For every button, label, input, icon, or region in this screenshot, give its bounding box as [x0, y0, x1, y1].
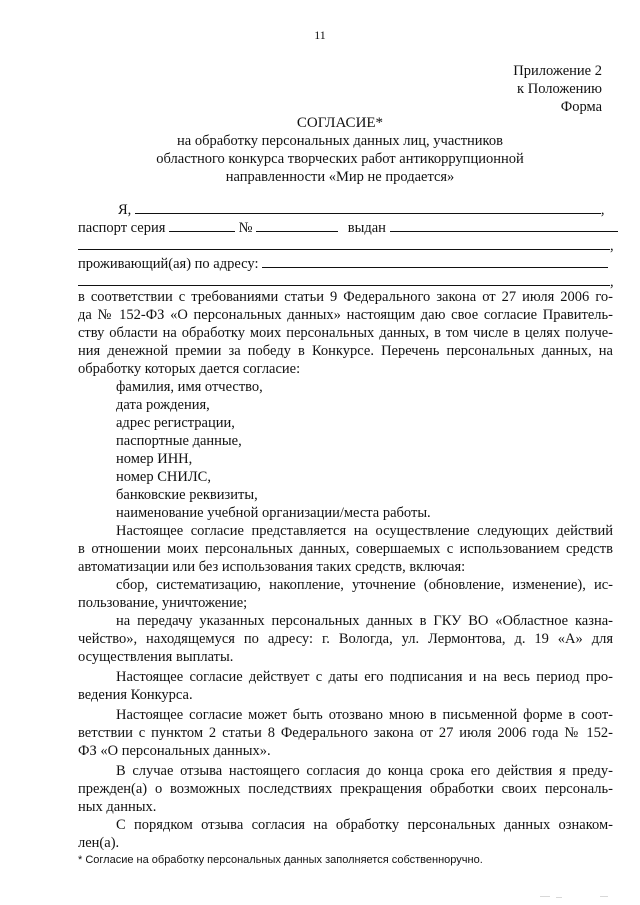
list-item: наименование учебной организации/места работы.	[116, 505, 431, 521]
familiar-line-1: С порядком отзыва согласия на обработку персональных данных ознаком-	[116, 817, 613, 833]
validity-line-1: Настоящее согласие действует с даты его подписания и на весь период про-	[116, 669, 613, 685]
list-item: паспортные данные,	[116, 433, 242, 449]
list-item: банковские реквизиты,	[116, 487, 258, 503]
body-line-5: обработку которых дается согласие:	[78, 361, 301, 377]
issued-label: выдан	[347, 220, 386, 236]
revoke-line-1: Настоящее согласие может быть отозвано мною в письменной форме в соот-	[116, 707, 613, 723]
name-label: Я,	[118, 202, 132, 218]
issued-continuation-line[interactable]	[78, 236, 610, 250]
body-line-3: ству области на обработку моих персональных данных, в том числе в целях получе-	[78, 325, 613, 341]
appendix-regulation: к Положению	[517, 81, 602, 97]
appendix-form: Форма	[560, 99, 602, 115]
body-line-2: да № 152-ФЗ «О персональных данных» настоящим даю свое согласие Правитель-	[78, 307, 613, 323]
passport-row	[78, 218, 618, 237]
transfer-line-1: на передачу указанных персональных данных в ГКУ ВО «Областное казна-	[116, 613, 613, 629]
title-line-1: на обработку персональных данных лиц, участников	[177, 133, 503, 149]
issued-input-line[interactable]	[390, 218, 618, 232]
passport-number-label: №	[238, 220, 253, 236]
revoke-line-3: ФЗ «О персональных данных».	[78, 743, 271, 759]
transfer-line-2: чейство», находящемуся по адресу: г. Вологда, ул. Лермонтова, д. 19 «А» для	[78, 631, 613, 647]
passport-number-input-line[interactable]	[256, 218, 338, 232]
actions-list-line-1: сбор, систематизацию, накопление, уточнение (обновление, изменение), ис-	[116, 577, 613, 593]
address-row	[78, 254, 608, 273]
page-number: 11	[314, 28, 326, 42]
footnote: * Согласие на обработку персональных данных заполняется собственноручно.	[78, 854, 483, 866]
consequences-line-1: В случае отзыва настоящего согласия до конца срока его действия я преду-	[116, 763, 613, 779]
passport-series-input-line[interactable]	[169, 218, 235, 232]
address-label: проживающий(ая) по адресу:	[78, 256, 259, 272]
scan-artifact	[556, 897, 562, 898]
address-continuation-row: ,	[78, 272, 614, 291]
list-item: фамилия, имя отчество,	[116, 379, 263, 395]
list-item: адрес регистрации,	[116, 415, 235, 431]
document-title: СОГЛАСИЕ*	[296, 115, 384, 131]
validity-line-2: ведения Конкурса.	[78, 687, 193, 703]
consequences-line-2: прежден(а) о возможных последствиях прекращения обработки своих персональ-	[78, 781, 613, 797]
consequences-line-3: ных данных.	[78, 799, 157, 815]
issued-continuation-row: ,	[78, 236, 614, 255]
name-field-row: Я, ,	[118, 202, 605, 218]
title-line-2: областного конкурса творческих работ антикоррупционной	[156, 151, 524, 167]
address-continuation-line[interactable]	[78, 272, 610, 286]
actions-line-1: Настоящее согласие представляется на осуществление следующих действий	[116, 523, 613, 539]
body-line-4: ния денежной премии за победу в Конкурсе. Перечень персональных данных, на	[78, 343, 613, 359]
list-item: дата рождения,	[116, 397, 210, 413]
scan-artifact	[600, 896, 608, 897]
body-line-1: в соответствии с требованиями статьи 9 Федерального закона от 27 июля 2006 го-	[78, 289, 613, 305]
passport-series-label: паспорт серия	[78, 220, 166, 236]
transfer-line-3: осуществления выплаты.	[78, 649, 234, 665]
name-input-line[interactable]	[135, 200, 601, 214]
actions-list-line-2: пользование, уничтожение;	[78, 595, 248, 611]
familiar-line-2: лен(а).	[78, 835, 120, 851]
scan-artifact	[540, 896, 550, 897]
appendix-label: Приложение 2	[513, 63, 602, 79]
actions-line-3: автоматизации или без использования таких средств, включая:	[78, 559, 466, 575]
title-line-3: направленности «Мир не продается»	[225, 169, 455, 185]
address-input-line[interactable]	[262, 254, 608, 268]
list-item: номер ИНН,	[116, 451, 193, 467]
actions-line-2: в отношении моих персональных данных, совершаемых с использованием средств	[78, 541, 613, 557]
revoke-line-2: ветствии с пунктом 2 статьи 8 Федерального закона от 27 июля 2006 года № 152-	[78, 725, 613, 741]
list-item: номер СНИЛС,	[116, 469, 211, 485]
